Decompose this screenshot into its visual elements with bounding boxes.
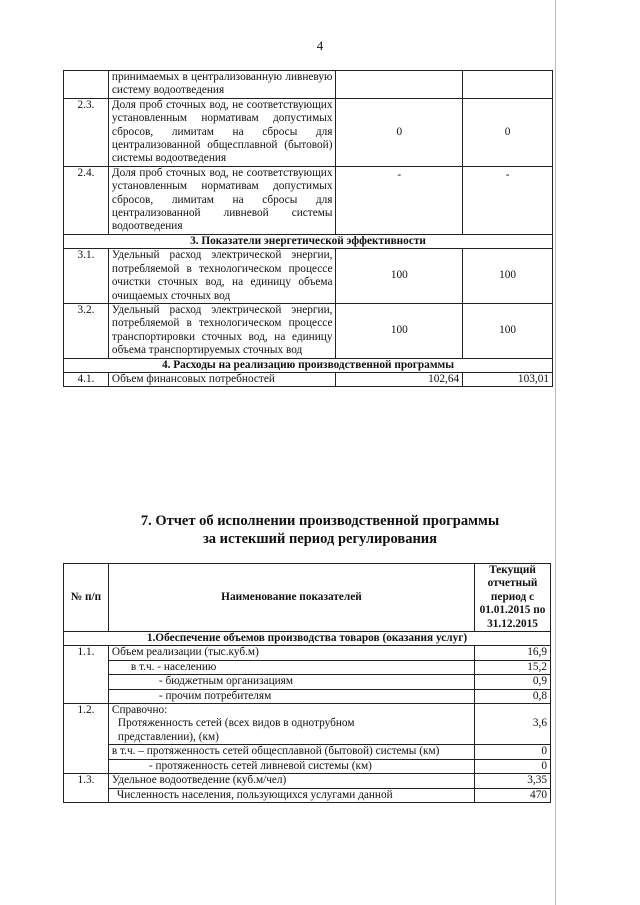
row-value: 3,6	[475, 704, 551, 745]
row-number: 1.3.	[64, 774, 109, 803]
table-row	[64, 745, 551, 759]
row-number: 1.1.	[64, 646, 109, 704]
header-row	[64, 564, 551, 632]
row-value-2: -	[463, 166, 553, 234]
row-value-2: 103,01	[463, 372, 553, 386]
table-row	[64, 660, 551, 674]
row-description: в т.ч. – протяженность сетей общесплавной (бытовой) системы (км)	[108, 745, 474, 759]
row-number: 2.3.	[64, 98, 109, 166]
row-value-1: 102,64	[336, 372, 463, 386]
row-number: 2.4.	[64, 166, 109, 234]
table-row	[64, 704, 551, 745]
row-description: Объем реализации (тыс.куб.м)	[108, 646, 474, 660]
table-row	[64, 759, 551, 773]
table-row	[64, 788, 551, 802]
row-value: 16,9	[475, 646, 551, 660]
row-value-2: 100	[463, 249, 553, 304]
row-value: 15,2	[475, 660, 551, 674]
section-header-row	[64, 358, 553, 372]
row-description	[108, 704, 474, 745]
row-value: 0	[475, 745, 551, 759]
section-heading	[60, 512, 580, 548]
heading-line-1: 7. Отчет об исполнении производственной программы	[140, 513, 500, 529]
row-description: Удельный расход электрической энергии, потребляемой в технологическом процессе транспортировки сточных вод, на единицу объема транспортируемых сточных вод	[108, 303, 336, 358]
row-description: Удельный расход электрической энергии, потребляемой в технологическом процессе очистки сточных вод, на единицу объема очищаемых сточных вод	[108, 249, 336, 304]
row-value-1: 100	[336, 249, 463, 304]
col-header-name: Наименование показателей	[108, 564, 474, 632]
report-table	[63, 563, 551, 803]
indicators-table	[63, 70, 553, 387]
table-row	[64, 166, 553, 234]
table-row	[64, 774, 551, 788]
section-title: 4. Расходы на реализацию производственной программы	[64, 358, 553, 372]
table-row	[64, 303, 553, 358]
row-value: 0	[475, 759, 551, 773]
row-value: 3,35	[475, 774, 551, 788]
scan-edge-line	[555, 0, 556, 905]
table-row	[64, 646, 551, 660]
col-header-period: Текущий отчетный период с 01.01.2015 по 31.12.2015	[475, 564, 551, 632]
table-row	[64, 689, 551, 703]
section-header-row	[64, 632, 551, 646]
row-value-1: 0	[336, 98, 463, 166]
row-description: Численность населения, пользующихся услугами данной	[108, 788, 474, 802]
col-header-num: № п/п	[64, 564, 109, 632]
table-row	[64, 71, 553, 99]
row-description: - бюджетным организациям	[108, 675, 474, 689]
section-title: 3. Показатели энергетической эффективности	[64, 234, 553, 248]
section-title: 1.Обеспечение объемов производства товаров (оказания услуг)	[64, 632, 551, 646]
table-row	[64, 98, 553, 166]
row-value-2: 100	[463, 303, 553, 358]
row-description: принимаемых в централизованную ливневую систему водоотведения	[108, 71, 336, 99]
row-value-2: 0	[463, 98, 553, 166]
row-number: 3.2.	[64, 303, 109, 358]
table-row	[64, 372, 553, 386]
row-value: 0,8	[475, 689, 551, 703]
row-number: 4.1.	[64, 372, 109, 386]
row-description: - протяженность сетей ливневой системы (км)	[108, 759, 474, 773]
row-value-1	[336, 71, 463, 99]
row-number: 3.1.	[64, 249, 109, 304]
row-note-text: Протяженность сетей (всех видов в однотрубном представлении), (км)	[117, 717, 355, 743]
row-description: Доля проб сточных вод, не соответствующих установленным нормативам допустимых сбросов, лимитам на сбросы для централизованной ливневой системы водоотведения	[108, 166, 336, 234]
row-description: Доля проб сточных вод, не соответствующих установленным нормативам допустимых сбросов, лимитам на сбросы для централизованной общесплавной (бытовой) системы водоотведения	[108, 98, 336, 166]
table-row	[64, 249, 553, 304]
row-value-2	[463, 71, 553, 99]
row-value-1: 100	[336, 303, 463, 358]
row-number	[64, 71, 109, 99]
row-value: 0,9	[475, 675, 551, 689]
page-number: 4	[316, 38, 324, 53]
row-value: 470	[475, 788, 551, 802]
row-note-label: Справочно:	[111, 704, 168, 717]
row-description: - прочим потребителям	[108, 689, 474, 703]
row-description: Удельное водоотведение (куб.м/чел)	[108, 774, 474, 788]
row-description: Объем финансовых потребностей	[108, 372, 336, 386]
heading-line-2: за истекший период регулирования	[202, 531, 438, 547]
section-header-row	[64, 234, 553, 248]
row-value-1: -	[336, 166, 463, 234]
row-description: в т.ч. - населению	[108, 660, 474, 674]
table-row	[64, 675, 551, 689]
row-number: 1.2.	[64, 704, 109, 774]
